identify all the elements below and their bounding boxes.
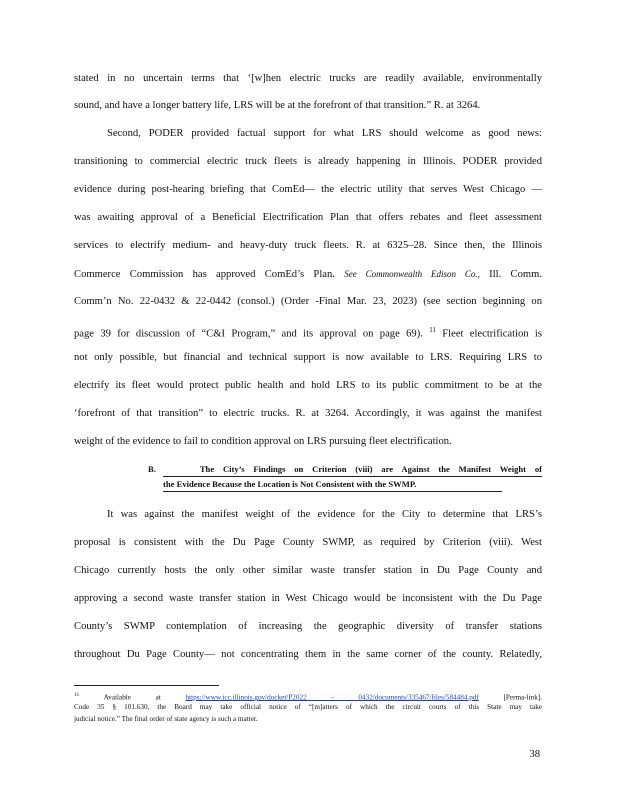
- section-heading-line-1: [148, 464, 542, 475]
- body-text: page 39 for discussion of “C&I Program,” and its approval on page 69).: [74, 328, 423, 340]
- body-line: Second, PODER provided factual support for what LRS should welcome as good news:: [107, 128, 542, 139]
- body-line: evidence during post-hearing briefing that ComEd— the electric utility that serves West Chicago —: [74, 184, 542, 195]
- body-text: Fleet electrification is: [442, 328, 542, 340]
- footnote-reference[interactable]: 11: [429, 326, 436, 334]
- body-line-footnote-ref: [74, 323, 542, 342]
- body-line: transitioning to commercial electric truck fleets is already happening in Illinois. PODER provided: [74, 156, 542, 167]
- section-heading-text: The City’s Findings on Criterion (viii) are Against the Manifest Weight of: [199, 464, 542, 474]
- heading-underline: [163, 476, 542, 477]
- section-heading-line-2: the Evidence Because the Location is Not Consistent with the SWMP.: [163, 479, 417, 489]
- section-label: B.: [148, 464, 156, 474]
- heading-underline: [163, 491, 502, 492]
- body-line: weight of the evidence to fail to condition approval on LRS pursuing fleet electrification.: [74, 436, 452, 447]
- body-line: services to electrify medium- and heavy-duty truck fleets. R. at 6325–28. Since then, the Illinois: [74, 240, 542, 251]
- body-line: County’s SWMP contemplation of increasing the geographic diversity of transfer stations: [74, 621, 542, 632]
- body-line: proposal is consistent with the Du Page County SWMP, as required by Criterion (viii). West: [74, 537, 542, 548]
- citation-lead: Commerce Commission has approved ComEd’s Plan.: [74, 269, 335, 280]
- body-line: sound, and have a longer battery life, LRS will be at the forefront of that transition.” R. at 3264.: [74, 100, 481, 111]
- footnote-text: [Perma-link].: [503, 693, 543, 702]
- footnote-line: judicial notice.” The final order of state agency is such a matter.: [74, 715, 258, 723]
- body-line: throughout Du Page County— not concentrating them in the same corner of the county. Relatedly,: [74, 649, 542, 660]
- footnote-number: 11: [74, 692, 80, 698]
- body-line: stated in no uncertain terms that ‘[w]hen electric trucks are readily available, environmentally: [74, 73, 542, 84]
- footnote-link[interactable]: https://www.icc.illinois.gov/docket/P2022 - 0432/documents/335467/files/584484.pdf: [185, 693, 479, 702]
- footnote-line: Code 35 § 101.630, the Board may take official notice of “[m]atters of which the circuit courts of this State may take: [74, 703, 542, 711]
- body-line: electrify its fleet would protect public health and hold LRS to its public commitment to be at the: [74, 380, 542, 391]
- body-line: approving a second waste transfer station in West Chicago would be inconsistent with the Du Page: [74, 593, 542, 604]
- body-line: was awaiting approval of a Beneficial Electrification Plan that offers rebates and fleet assessment: [74, 212, 542, 223]
- footnote-text: Available at: [103, 693, 161, 702]
- body-line: Comm’n No. 22-0432 & 22-0442 (consol.) (Order -Final Mar. 23, 2023) (see section beginning on: [74, 296, 542, 307]
- footnote-line: [74, 690, 542, 702]
- body-line: not only possible, but financial and technical support is now available to LRS. Requiring LRS to: [74, 352, 542, 363]
- citation-tail: Ill. Comm.: [489, 269, 543, 280]
- body-line: ‘forefront of that transition” to electric trucks. R. at 3264. Accordingly, it was against the manifest: [74, 408, 542, 419]
- body-line-citation: [74, 267, 542, 282]
- citation-italic: See Commonwealth Edison Co.,: [344, 269, 480, 279]
- page-number: 38: [529, 749, 540, 760]
- footnote-separator: [74, 685, 219, 686]
- body-line: Chicago currently hosts the only other similar waste transfer station in Du Page County and: [74, 565, 542, 576]
- body-line: It was against the manifest weight of the evidence for the City to determine that LRS’s: [107, 509, 542, 520]
